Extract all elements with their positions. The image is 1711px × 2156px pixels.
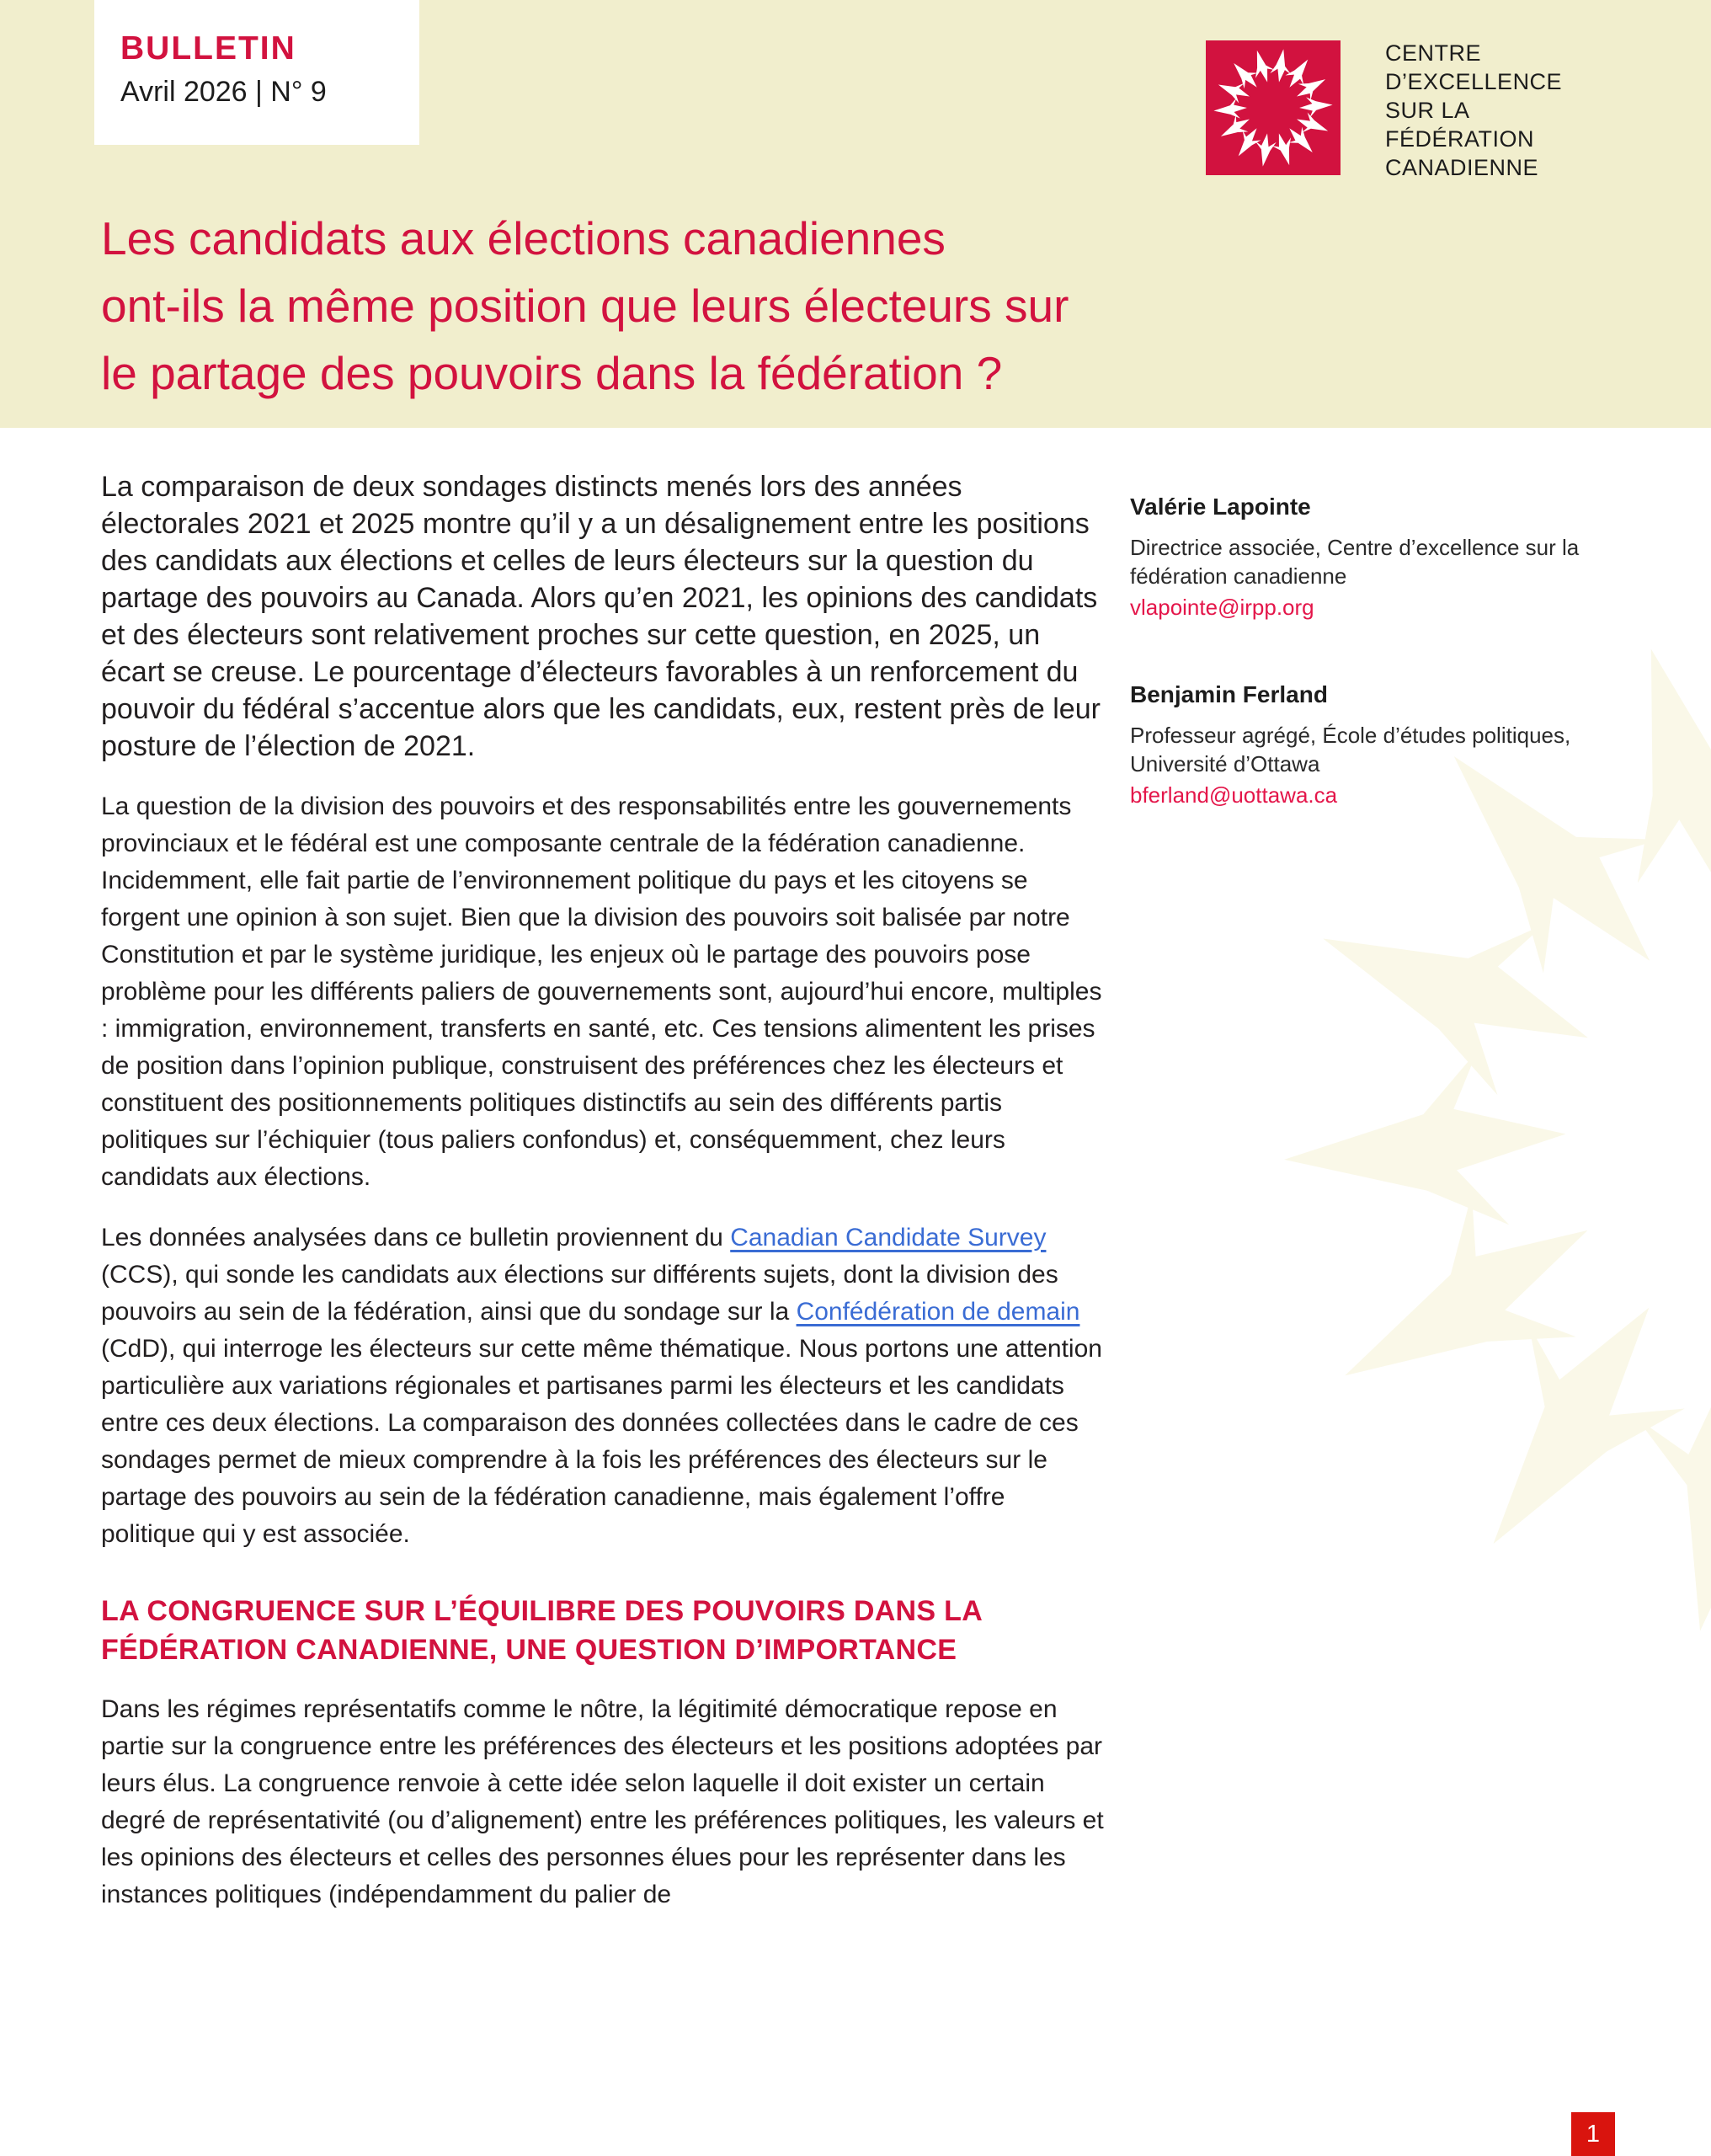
- author-name: Benjamin Ferland: [1130, 681, 1328, 707]
- page-number: 1: [1586, 2120, 1601, 2148]
- author-email-link[interactable]: vlapointe@irpp.org: [1130, 595, 1314, 620]
- author-role: Professeur agrégé, École d’études politiques, Université d’Ottawa: [1130, 723, 1571, 776]
- section-heading: [101, 1592, 1105, 1669]
- org-name: [1385, 39, 1562, 182]
- main-column: [101, 468, 1105, 1913]
- title-line: le partage des pouvoirs dans la fédération ?: [101, 347, 1003, 399]
- section-heading-line: FÉDÉRATION CANADIENNE, UNE QUESTION D’IMPORTANCE: [101, 1634, 957, 1666]
- org-name-line: SUR LA: [1385, 98, 1470, 123]
- org-name-line: FÉDÉRATION: [1385, 126, 1535, 152]
- org-name-line: CANADIENNE: [1385, 155, 1539, 180]
- text-segment: (CCS), qui sonde les candidats aux élections sur différents sujets, dont la division des pouvoirs au sein de la fédération, ainsi que du sondage sur la: [101, 1261, 1058, 1326]
- document-title: [101, 205, 1448, 407]
- org-name-line: CENTRE: [1385, 40, 1482, 66]
- org-name-line: D’EXCELLENCE: [1385, 69, 1563, 94]
- author-email-link[interactable]: bferland@uottawa.ca: [1130, 782, 1338, 808]
- author-block: [1130, 681, 1602, 808]
- text-segment: (CdD), qui interroge les électeurs sur cette même thématique. Nous portons une attention particulière aux variations régionales et partisanes parmi les électeurs et les candidats entre ces deux élections. La comparaison des données collectées dans le cadre de ces sondages permet de mieux comprendre à la fois les préférences des électeurs sur le partage des pouvoirs au sein de la fédération canadienne, mais également l’offre politique qui y est associée.: [101, 1335, 1102, 1548]
- author-name: Valérie Lapointe: [1130, 494, 1311, 520]
- paragraph-congruence: Dans les régimes représentatifs comme le nôtre, la légitimité démocratique repose en partie sur la congruence entre les préférences des électeurs et les positions adoptées par leurs élus. La congruence renvoie à cette idée selon laquelle il doit exister un certain degré de représentativité (ou d’alignement) entre les préférences politiques, les valeurs et les opinions des électeurs et celles des personnes élues pour les représenter dans les instances politiques (indépendamment du palier de: [101, 1695, 1104, 1908]
- org-logo: [1206, 40, 1341, 175]
- inline-link[interactable]: Canadian Candidate Survey: [730, 1224, 1047, 1251]
- header-band: [0, 0, 1711, 428]
- title-line: ont-ils la même position que leurs électeurs sur: [101, 280, 1069, 332]
- section-heading-line: LA CONGRUENCE SUR L’ÉQUILIBRE DES POUVOIRS DANS LA: [101, 1595, 983, 1627]
- masthead-box: [94, 0, 419, 145]
- paragraph-division-pouvoirs: La question de la division des pouvoirs et des responsabilités entre les gouvernements provinciaux et le fédéral est une composante centrale de la fédération canadienne. Incidemment, elle fait partie de l’environnement politique du pays et les citoyens se forgent une opinion à son sujet. Bien que la division des pouvoirs soit balisée par notre Constitution et par le système juridique, les enjeux où le partage des pouvoirs pose problème pour les différents paliers de gouvernements sont, aujourd’hui encore, multiples : immigration, environnement, transferts en santé, etc. Ces tensions alimentent les prises de position dans l’opinion publique, construisent des préférences chez les électeurs et constituent des positionnements politiques distinctifs au sein des différents partis politiques sur l’échiquier (tous paliers confondus) et, conséquemment, chez leurs candidats aux élections.: [101, 792, 1102, 1191]
- author-role: Directrice associée, Centre d’excellence sur la fédération canadienne: [1130, 535, 1580, 589]
- page-number-badge: [1571, 2112, 1615, 2156]
- author-block: [1130, 494, 1602, 621]
- org-identity: [1206, 40, 1562, 182]
- title-line: Les candidats aux élections canadiennes: [101, 212, 946, 264]
- paragraph-data-sources: [101, 1219, 1105, 1553]
- issue-date-number: Avril 2026 | N° 9: [120, 76, 327, 108]
- bulletin-kicker: BULLETIN: [120, 30, 296, 67]
- starburst-icon: [1210, 45, 1336, 171]
- lead-paragraph: La comparaison de deux sondages distincts menés lors des années électorales 2021 et 2025 montre qu’il y a un désalignement entre les positions des candidats aux élections et celles de leurs électeurs sur la question du partage des pouvoirs au Canada. Alors qu’en 2021, les opinions des candidats et des électeurs sont relativement proches sur cette question, en 2025, un écart se creuse. Le pourcentage d’électeurs favorables à un renforcement du pouvoir du fédéral s’accentue alors que les candidats, eux, restent près de leur posture de l’élection de 2021.: [101, 471, 1101, 762]
- authors-sidebar: [1130, 494, 1602, 808]
- text-segment: Les données analysées dans ce bulletin proviennent du: [101, 1224, 731, 1251]
- inline-link[interactable]: Confédération de demain: [796, 1298, 1080, 1326]
